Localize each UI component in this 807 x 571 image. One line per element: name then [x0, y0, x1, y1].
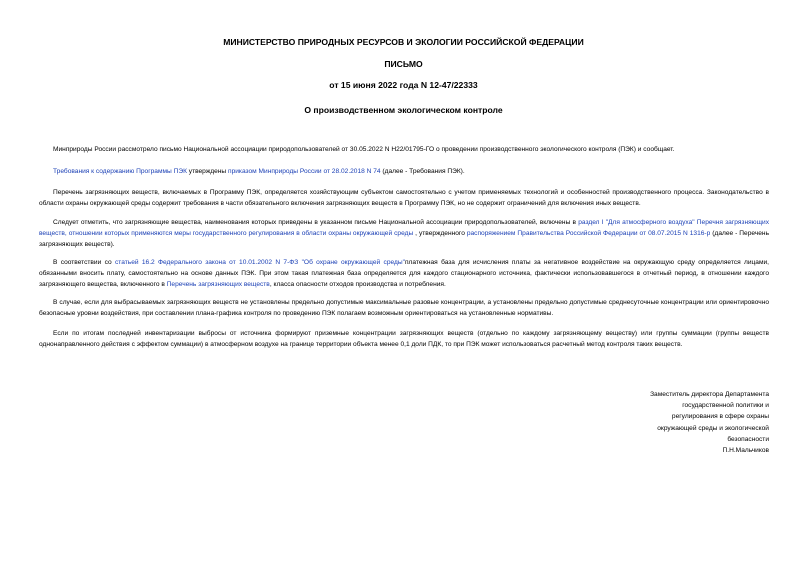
- document-type: ПИСЬМО: [384, 59, 423, 69]
- paragraph-5-text-2: платежная база для исчисления платы за негативное воздействие на окружающую среду определяется лицами, обязанными вносить плату, самостоятельно на основе данных ПЭК. При этом такая платежная база определяется для каждого стационарного источника, фактически использовавшегося в отчетный период, в отношении каждого загрязняющего вещества, включенного в: [39, 259, 770, 289]
- paragraph-3: [39, 187, 769, 209]
- signature-line: окружающей среды и экологической: [657, 424, 769, 432]
- link-pollutants-list[interactable]: Перечень загрязняющих веществ: [166, 281, 270, 289]
- signature-block: [609, 389, 769, 456]
- ministry-title: МИНИСТЕРСТВО ПРИРОДНЫХ РЕСУРСОВ И ЭКОЛОГИИ РОССИЙСКОЙ ФЕДЕРАЦИИ: [223, 37, 584, 47]
- paragraph-2-text-2: (далее - Требования ПЭК).: [380, 168, 465, 175]
- paragraph-6-text: В случае, если для выбрасываемых загрязняющих веществ не установлены предельно допустимые максимальные разовые концентрации, а установлены предельно допустимые среднесуточные концентрации или ориентировочно безопасные уровни воздействия, при составлении плана-графика контроля по проведению ПЭК полагаем возможным ориентироваться на установленные нормативы.: [39, 299, 769, 318]
- signature-line: государственной политики и: [682, 402, 769, 410]
- link-government-order-1316[interactable]: распоряжением Правительства Российской Федерации от 08.07.2015 N 1316-р: [466, 230, 711, 238]
- signature-line: безопасности: [727, 435, 769, 443]
- signature-line: регулирования в сфере охраны: [671, 413, 769, 421]
- paragraph-7-text: Если по итогам последней инвентаризации выбросы от источника формируют приземные концентрации загрязняющих веществ (отдельно по каждому загрязняющему веществу) или группы суммации (группы веществ однонаправленного действия с эффектом суммации) в атмосферном воздухе на границе территории объекта менее 0,1 доли ПДК, то при ПЭК может использоваться расчетный метод контроля таких веществ.: [39, 330, 769, 349]
- paragraph-1: [39, 144, 769, 155]
- paragraph-4-text-1: Следует отметить, что загрязняющие вещества, наименования которых приведены в указанном письме Национальной ассоциации природопользователей, включены в: [53, 219, 579, 226]
- paragraph-5-text-3: , класса опасности отходов производства и потребления.: [269, 281, 446, 289]
- signature-line: Заместитель директора Департамента: [650, 391, 769, 398]
- link-pek-requirements[interactable]: Требования к содержанию Программы ПЭК: [53, 168, 187, 175]
- paragraph-2-text-1: утверждены: [186, 168, 228, 175]
- paragraph-5-text-1: В соответствии со: [53, 259, 115, 266]
- paragraph-3-text: Перечень загрязняющих веществ, включаемых в Программу ПЭК, определяется хозяйствующим субъектом самостоятельно с учетом применяемых технологий и особенностей производственного процесса. Законодательство в области охраны окружающей среды содержит требования в части обязательного включения загрязняющих веществ в Программу ПЭК, но не содержит ограничений для включения иных веществ.: [39, 189, 769, 208]
- document-subject: О производственном экологическом контроле: [304, 105, 503, 115]
- paragraph-5: [39, 257, 769, 291]
- paragraph-7: [39, 328, 769, 350]
- link-article-16-2[interactable]: статьей 16.2 Федерального закона от 10.01.2002 N 7-ФЗ "Об охране окружающей среды": [114, 259, 405, 266]
- paragraph-6: [39, 297, 769, 319]
- signature-name: П.Н.Мальчиков: [722, 447, 769, 455]
- paragraph-4: [39, 217, 769, 251]
- link-section-1-atmosphere[interactable]: раздел I "Для атмосферного воздуха" Перечня загрязняющих веществ, отношении которых применяются меры государственного регулирования в области охраны окружающей среды: [39, 219, 770, 238]
- document-date-number: от 15 июня 2022 года N 12-47/22333: [329, 80, 478, 90]
- paragraph-2: [39, 166, 769, 177]
- paragraph-1-text: Минприроды России рассмотрело письмо Национальной ассоциации природопользователей от 30.05.2022 N H22/01795-ГО о проведении производственного экологического контроля (ПЭК) и сообщает.: [53, 146, 675, 153]
- paragraph-4-text-3: (далее - Перечень загрязняющих веществ).: [39, 230, 770, 249]
- link-order-74[interactable]: приказом Минприроды России от 28.02.2018 N 74: [228, 168, 381, 175]
- paragraph-4-text-2: , утвержденного: [413, 230, 467, 238]
